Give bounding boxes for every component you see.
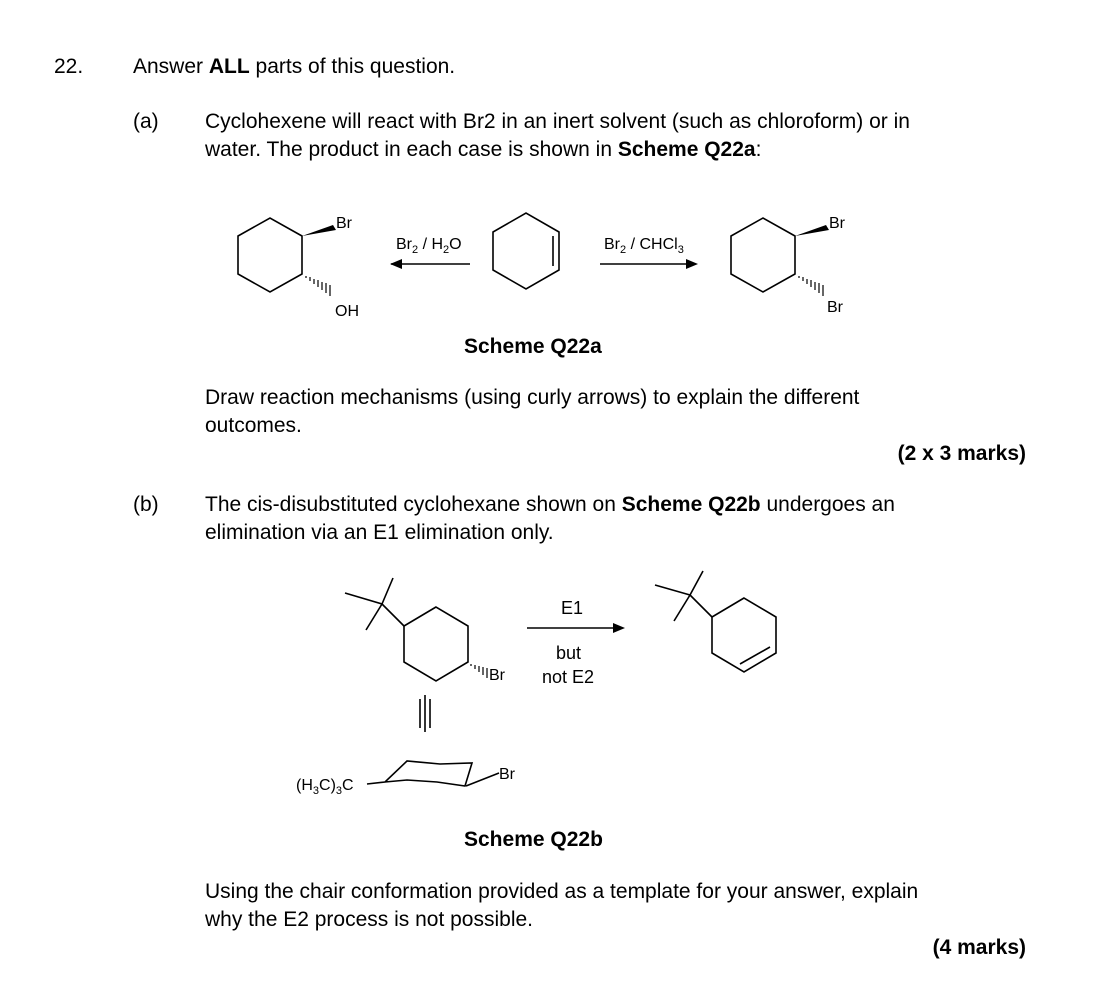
part-a-marks: (2 x 3 marks) xyxy=(897,442,1026,465)
bromohydrin-wedge xyxy=(302,225,336,236)
left-br-label: Br xyxy=(336,215,352,232)
part-a-label: (a) xyxy=(133,110,159,133)
part-b-instruction-line1: Using the chair conformation provided as a template for your answer, explain xyxy=(205,880,919,903)
part-b-marks: (4 marks) xyxy=(932,936,1026,959)
part-b-instruction-line2: why the E2 process is not possible. xyxy=(205,908,534,931)
arrow-left-head xyxy=(390,259,402,269)
bromohydrin-ring xyxy=(238,218,302,292)
scheme-q22b-caption: Scheme Q22b xyxy=(464,828,603,851)
dibromide-ring xyxy=(731,218,795,292)
chair-ring xyxy=(367,761,472,786)
arrow-note2-label: not E2 xyxy=(542,667,595,687)
arrow-e1-head xyxy=(613,623,625,633)
reagent-right: $Br_2$ / CHCl$_3$ xyxy=(604,236,684,256)
reagent-left: $Br_2 / H_2O$ xyxy=(396,236,462,256)
arrow-right-head xyxy=(686,259,698,269)
part-a-instruction-line1: Draw reaction mechanisms (using curly arrows) to explain the different xyxy=(205,386,860,409)
part-a-text-line1: Cyclohexene will react with Br2 in an inert solvent (such as chloroform) or in xyxy=(205,110,910,133)
dibromide-hash xyxy=(799,276,823,296)
arrow-but-label: but xyxy=(556,643,582,663)
cyclohexene-ring xyxy=(493,213,559,289)
question-intro: Answer ALL parts of this question. xyxy=(133,55,456,78)
bromohydrin-hash xyxy=(306,276,330,296)
sm-br-label: Br xyxy=(489,667,505,684)
scheme-q22a-caption: Scheme Q22a xyxy=(464,335,602,358)
part-a-text-line2: water. The product in each case is shown in Scheme Q22a: xyxy=(205,138,762,161)
part-b-text-line1: The cis-disubstituted cyclohexane shown on Scheme Q22b undergoes an xyxy=(205,493,895,516)
part-a-instruction-line2: outcomes. xyxy=(205,414,302,437)
chair-tbu-label: $(H_3C)_3C$ xyxy=(296,777,354,797)
part-b-label: (b) xyxy=(133,493,159,516)
right-br-bottom-label: Br xyxy=(827,299,843,316)
question-number: 22. xyxy=(54,55,84,78)
right-br-top-label: Br xyxy=(829,215,845,232)
part-b-text-line2: elimination via an E1 elimination only. xyxy=(205,521,554,544)
dibromide-wedge xyxy=(795,225,829,236)
sm-ring xyxy=(404,607,468,681)
sm-hash xyxy=(471,664,487,678)
chair-br-label: Br xyxy=(499,766,515,783)
left-oh-label: OH xyxy=(335,303,359,320)
arrow-e1-label: E1 xyxy=(561,598,584,618)
